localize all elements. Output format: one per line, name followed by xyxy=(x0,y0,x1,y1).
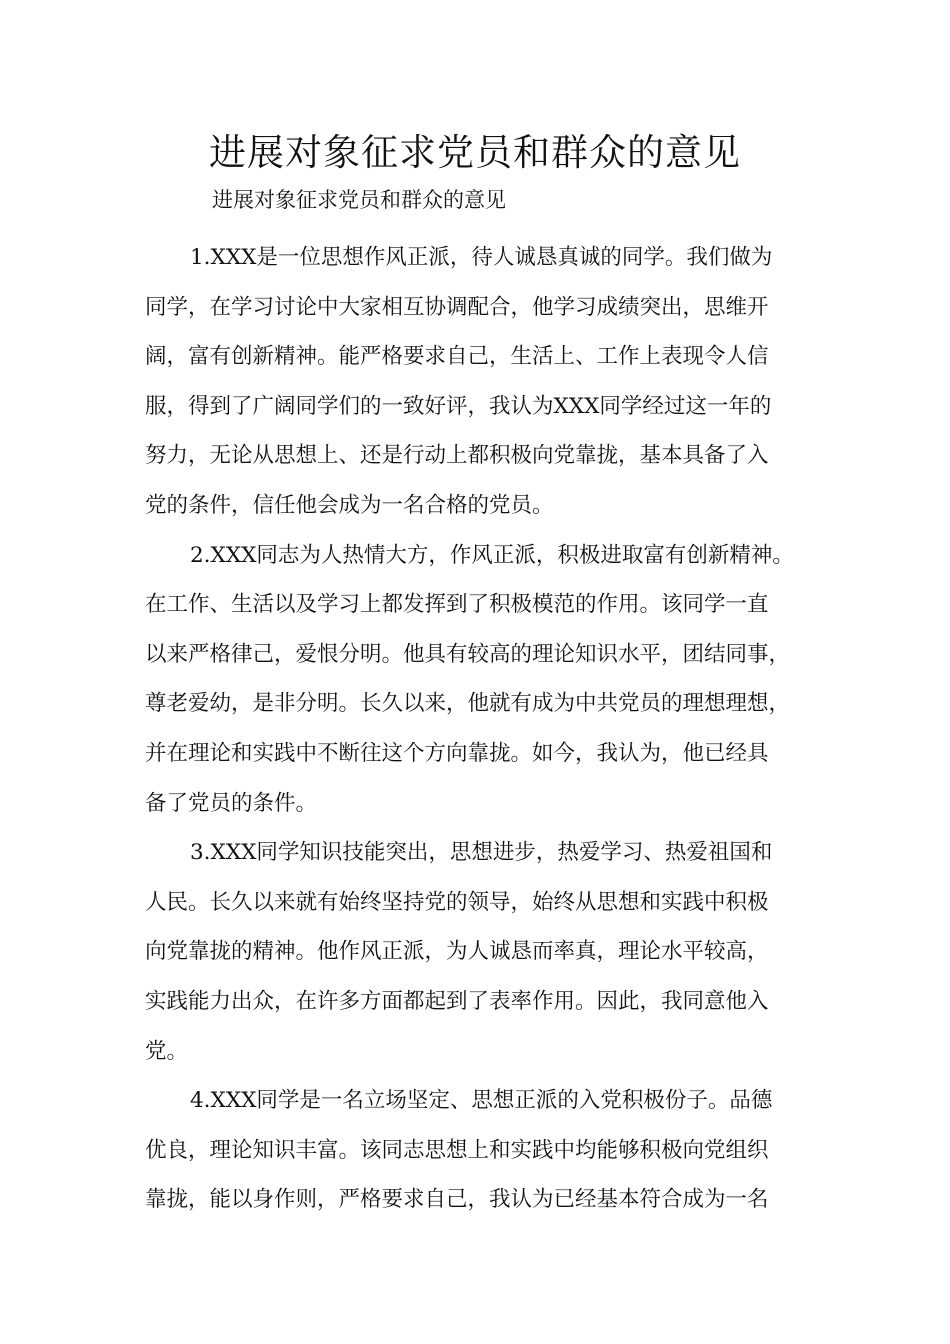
paragraph-1 xyxy=(145,233,825,531)
paragraph-line: 党。 xyxy=(145,1038,189,1064)
paragraph-line: 优良，理论知识丰富。该同志思想上和实践中均能够积极向党组织 xyxy=(145,1137,769,1163)
paragraph-line: 备了党员的条件。 xyxy=(145,790,318,816)
paragraph-line: 实践能力出众，在许多方面都起到了表率作用。因此，我同意他入 xyxy=(145,988,769,1014)
paragraph-line: 3.XXX同学知识技能突出，思想进步，热爱学习、热爱祖国和 xyxy=(190,840,773,866)
paragraph-line: 服，得到了广阔同学们的一致好评，我认为XXX同学经过这一年的 xyxy=(145,393,772,419)
paragraph-line: 在工作、生活以及学习上都发挥到了积极模范的作用。该同学一直 xyxy=(145,592,769,618)
paragraph-line: 向党靠拢的精神。他作风正派，为人诚恳而率真，理论水平较高， xyxy=(145,939,769,965)
paragraph-line: 阔，富有创新精神。能严格要求自己，生活上、工作上表现令人信 xyxy=(145,344,769,370)
document-body xyxy=(145,233,825,1225)
paragraph-line: 同学，在学习讨论中大家相互协调配合，他学习成绩突出，思维开 xyxy=(145,294,769,320)
paragraph-line: 党的条件，信任他会成为一名合格的党员。 xyxy=(145,492,554,518)
paragraph-line: 以来严格律己，爱恨分明。他具有较高的理论知识水平，团结同事， xyxy=(145,641,791,667)
document-title: 进展对象征求党员和群众的意见 xyxy=(209,131,741,174)
paragraph-line: 并在理论和实践中不断往这个方向靠拢。如今，我认为，他已经具 xyxy=(145,740,769,766)
paragraph-4 xyxy=(145,1076,825,1225)
paragraph-line: 尊老爱幼，是非分明。长久以来，他就有成为中共党员的理想理想， xyxy=(145,691,791,717)
paragraph-line: 4.XXX同学是一名立场坚定、思想正派的入党积极份子。品德 xyxy=(190,1088,773,1114)
paragraph-line: 努力，无论从思想上、还是行动上都积极向党靠拢，基本具备了入 xyxy=(145,443,769,469)
paragraph-line: 人民。长久以来就有始终坚持党的领导，始终从思想和实践中积极 xyxy=(145,889,769,915)
paragraph-2 xyxy=(145,531,825,829)
paragraph-3 xyxy=(145,828,825,1076)
document-subtitle: 进展对象征求党员和群众的意见 xyxy=(212,188,506,212)
paragraph-line: 2.XXX同志为人热情大方，作风正派，积极进取富有创新精神。 xyxy=(190,542,794,568)
paragraph-line: 1.XXX是一位思想作风正派，待人诚恳真诚的同学。我们做为 xyxy=(190,245,773,270)
paragraph-line: 靠拢，能以身作则，严格要求自己，我认为已经基本符合成为一名 xyxy=(145,1187,769,1213)
